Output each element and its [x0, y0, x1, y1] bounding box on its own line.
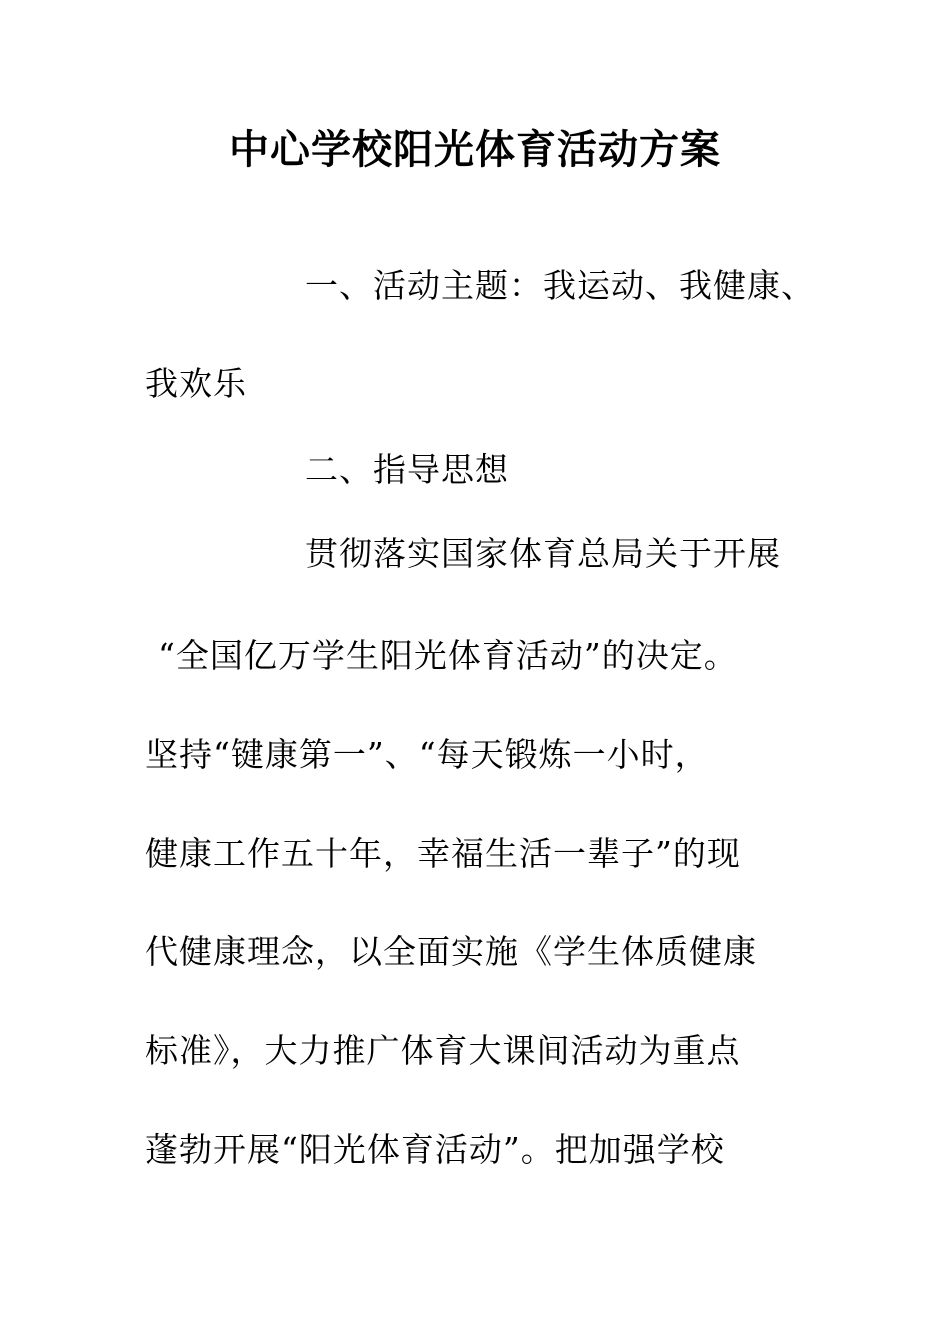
- paragraph-line-body: 健康工作五十年，幸福生活一辈子”的现: [145, 834, 741, 873]
- paragraph-line-body: 贯彻落实国家体育总局关于开展: [305, 534, 781, 573]
- paragraph-line-body: “全国亿万学生阳光体育活动”的决定。: [158, 636, 738, 675]
- paragraph-line-guiding-heading: 二、指导思想: [305, 450, 509, 489]
- paragraph-line-theme-continuation: 我欢乐: [145, 364, 247, 403]
- paragraph-line-body: 代健康理念，以全面实施《学生体质健康: [145, 932, 757, 971]
- paragraph-line-body: 蓬勃开展“阳光体育活动”。把加强学校: [145, 1130, 725, 1169]
- paragraph-line-theme-heading: 一、活动主题：我运动、我健康、: [305, 266, 815, 305]
- paragraph-line-body: 坚持“键康第一”、“每天锻炼一小时，: [145, 735, 709, 774]
- document-title: 中心学校阳光体育活动方案: [229, 127, 721, 173]
- paragraph-line-body: 标准》，大力推广体育大课间活动为重点: [145, 1031, 741, 1070]
